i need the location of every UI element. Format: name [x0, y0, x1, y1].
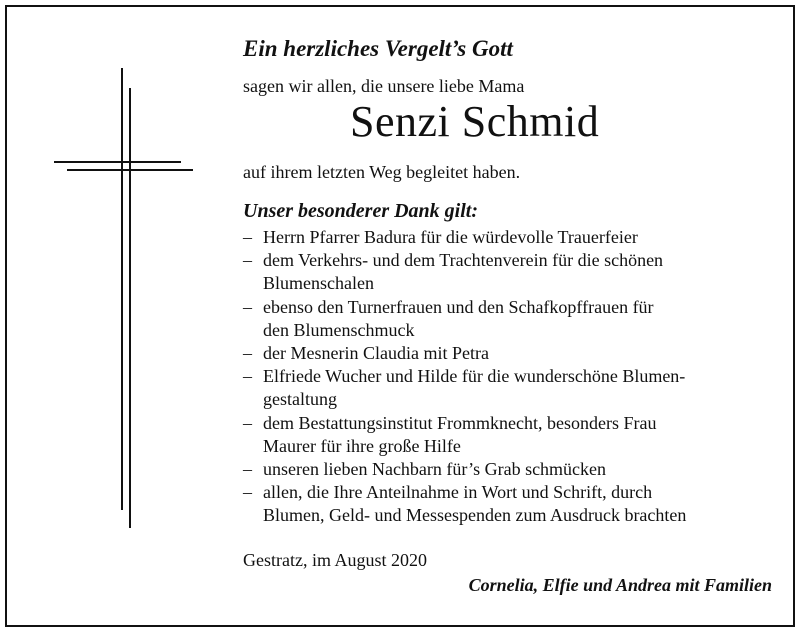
dash-bullet: –: [243, 412, 252, 433]
list-item-text: unseren lieben Nachbarn für’s Grab schmücken: [263, 459, 607, 480]
cross-vertical-line-2: [129, 88, 131, 528]
after-text: auf ihrem letzten Weg begleitet haben.: [243, 162, 521, 182]
list-item-text: ebenso den Turnerfrauen und den Schafkopffrauen für den Blumenschmuck: [263, 296, 654, 340]
list-item: [243, 458, 783, 481]
list-item-text: dem Bestattungsinstitut Frommknecht, besonders Frau Maurer für ihre große Hilfe: [263, 412, 657, 456]
list-item-text: Elfriede Wucher und Hilde für die wunderschöne Blumen- gestaltung: [263, 366, 686, 410]
deceased-name: Senzi Schmid: [350, 97, 600, 146]
dash-bullet: –: [243, 227, 252, 247]
list-item-text: dem Verkehrs- und dem Trachtenverein für die schönen Blumenschalen: [263, 250, 664, 294]
dash-bullet: –: [243, 459, 252, 480]
place-date: Gestratz, im August 2020: [243, 550, 427, 570]
list-item-text: allen, die Ihre Anteilnahme in Wort und Schrift, durch Blumen, Geld- und Messespenden zum Ausdruck brachten: [263, 482, 687, 526]
list-item: [243, 342, 783, 365]
cross-horizontal-line-2: [67, 169, 193, 171]
dash-bullet: –: [243, 296, 252, 317]
dash-bullet: –: [243, 482, 252, 503]
list-item-text: der Mesnerin Claudia mit Petra: [263, 343, 489, 364]
heading: Ein herzliches Vergelt’s Gott: [243, 36, 513, 61]
cross-horizontal-line-1: [54, 161, 181, 163]
dash-bullet: –: [243, 343, 252, 364]
list-item: [243, 226, 783, 249]
cross-vertical-line-1: [121, 68, 123, 510]
dash-bullet: –: [243, 250, 252, 271]
signature: Cornelia, Elfie und Andrea mit Familien: [468, 575, 772, 595]
dash-bullet: –: [243, 366, 252, 387]
intro-text: sagen wir allen, die unsere liebe Mama: [243, 76, 525, 96]
list-item: [243, 365, 783, 411]
list-item: [243, 412, 783, 458]
list-item: [243, 249, 783, 295]
thanks-list: [243, 226, 783, 528]
list-item-text: Herrn Pfarrer Badura für die würdevolle Trauerfeier: [263, 227, 638, 247]
list-item: [243, 296, 783, 342]
thanks-title: Unser besonderer Dank gilt:: [243, 200, 479, 222]
list-item: [243, 481, 783, 527]
